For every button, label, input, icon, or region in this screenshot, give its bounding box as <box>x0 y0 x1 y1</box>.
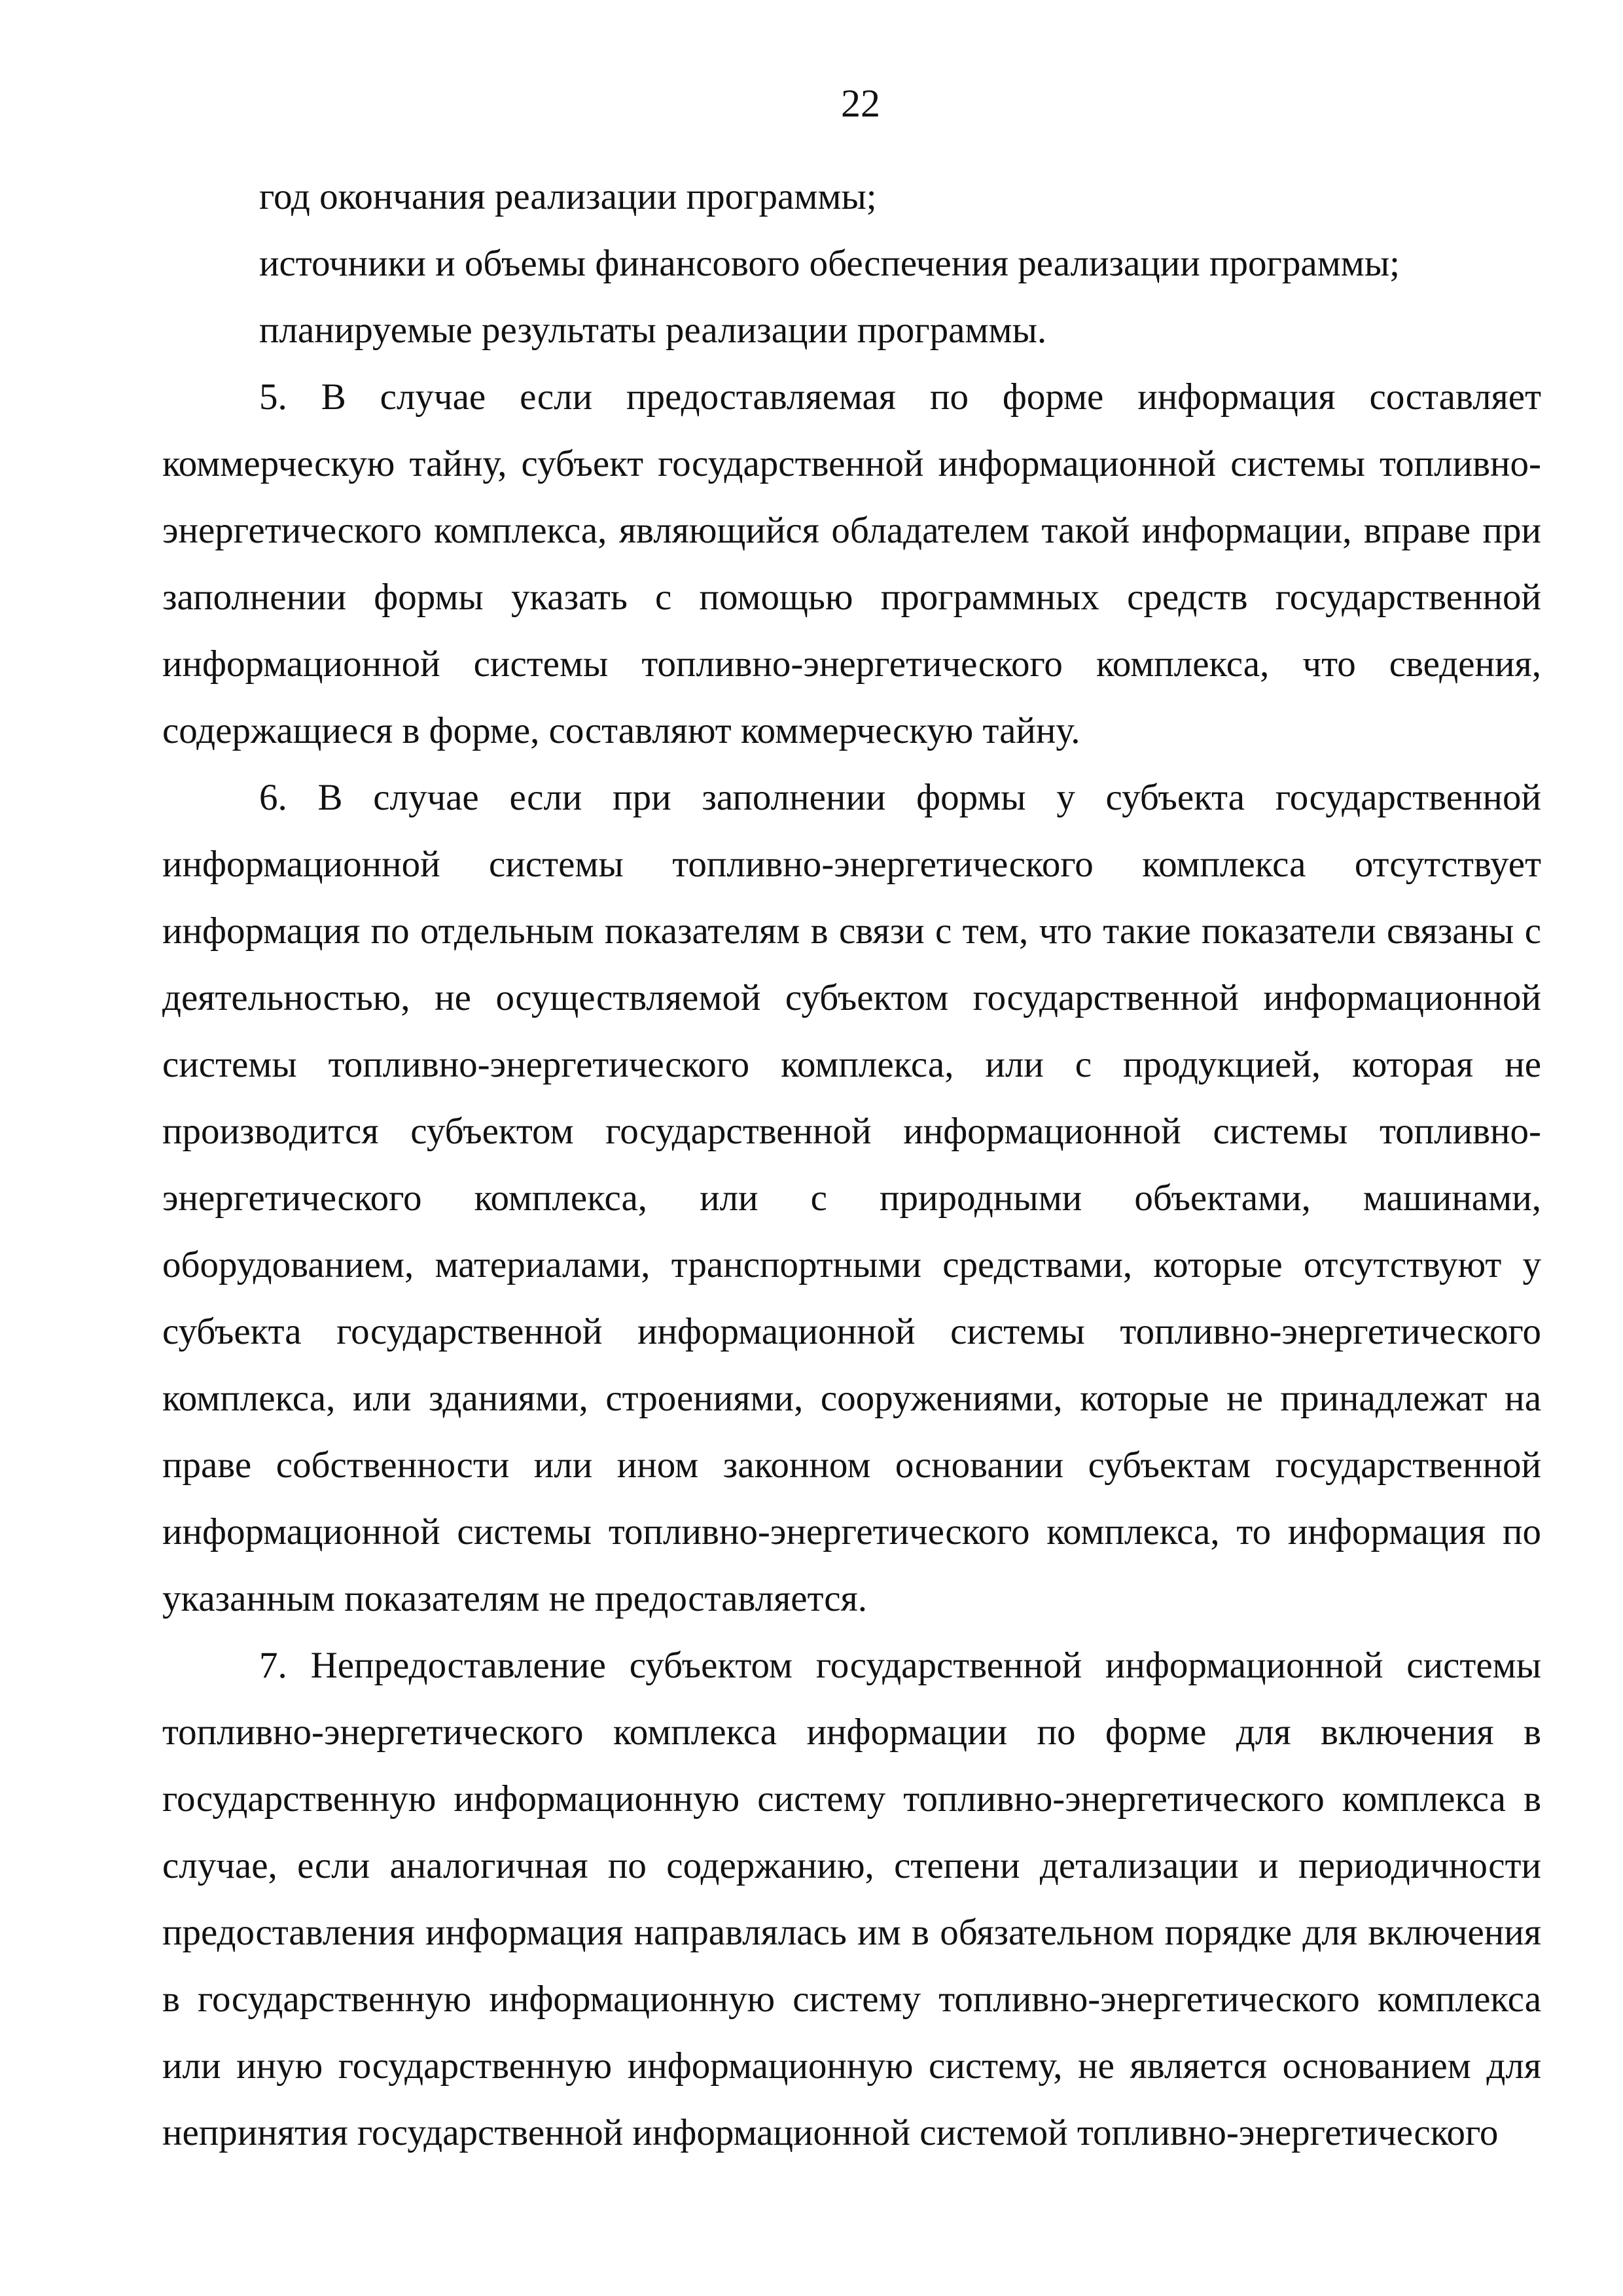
list-item-planned-results: планируемые результаты реализации программы. <box>259 310 1047 351</box>
document-body <box>162 164 1541 2166</box>
list-item-funding-sources: источники и объемы финансового обеспечения реализации программы; <box>259 243 1400 284</box>
paragraph-6-missing-indicators: 6. В случае если при заполнении формы у субъекта государственной информационной системы топливно-энергетического комплекса отсутствует информация по отдельным показателям в связи с тем, что такие показатели связаны с деятельностью, не осуществляемой субъектом государственной информационной системы топливно-энергетического комплекса, или с продукцией, которая не производится субъектом государственной информационной системы топливно-энергетического комплекса, или с природными объектами, машинами, оборудованием, материалами, транспортными средствами, которые отсутствуют у субъекта государственной информационной системы топливно-энергетического комплекса, или зданиями, строениями, сооружениями, которые не принадлежат на праве собственности или ином законном основании субъектам государственной информационной системы топливно-энергетического комплекса, то информация по указанным показателям не предоставляется. <box>162 777 1541 1619</box>
list-item-program-end-year: год окончания реализации программы; <box>259 176 877 217</box>
page-number: 22 <box>841 82 880 125</box>
paragraph-5-commercial-secret: 5. В случае если предоставляемая по форме информация составляет коммерческую тайну, субъект государственной информационной системы топливно-энергетического комплекса, являющийся обладателем такой информации, вправе при заполнении формы указать с помощью программных средств государственной информационной системы топливно-энергетического комплекса, что сведения, содержащиеся в форме, составляют коммерческую тайну. <box>162 376 1541 751</box>
paragraph-7-non-submission: 7. Непредоставление субъектом государственной информационной системы топливно-энергетического комплекса информации по форме для включения в государственную информационную систему топливно-энергетического комплекса в случае, если аналогичная по содержанию, степени детализации и периодичности предоставления информация направлялась им в обязательном порядке для включения в государственную информационную систему топливно-энергетического комплекса или иную государственную информационную систему, не является основанием для непринятия государственной информационной системой топливно-энергетического <box>162 1645 1541 2153</box>
